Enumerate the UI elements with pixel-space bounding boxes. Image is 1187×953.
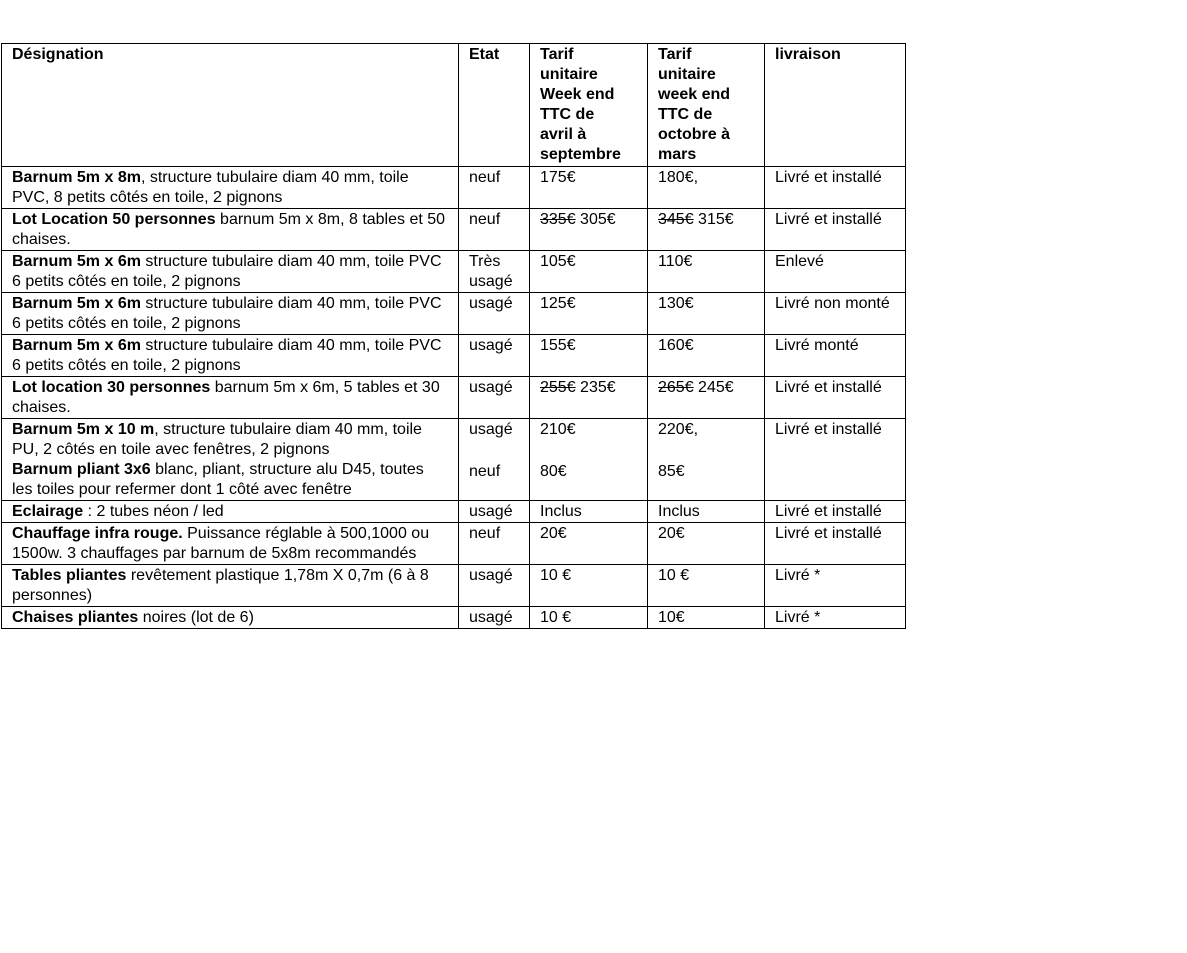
price-value: 220€,: [658, 421, 699, 438]
header-line: week end: [658, 86, 731, 103]
header-line: Tarif: [658, 46, 692, 63]
item-description: barnum 5m x 6m, 5 tables et 30 chaises.: [12, 379, 440, 416]
table-row: [2, 167, 906, 209]
item-name: Eclairage: [12, 503, 84, 520]
cell-etat: usagé: [459, 565, 530, 607]
cell-etat: usagé: [459, 377, 530, 419]
new-price: 235€: [575, 379, 616, 396]
cell-designation: [2, 251, 459, 293]
cell-tarif-ete: 10 €: [530, 607, 648, 629]
item-description: structure tubulaire diam 40 mm, toile PVC 6 petits côtés en toile, 2 pignons: [12, 253, 442, 290]
cell-tarif-hiver: 20€: [648, 523, 765, 565]
item-description: Puissance réglable à 500,1000 ou 1500w. 3 chauffages par barnum de 5x8m recommandés: [12, 525, 430, 562]
cell-tarif-hiver: [648, 377, 765, 419]
header-line: unitaire: [540, 66, 598, 83]
cell-livraison: Livré et installé: [765, 209, 906, 251]
table-row: [2, 209, 906, 251]
item-description: , structure tubulaire diam 40 mm, toile PVC, 8 petits côtés en toile, 2 pignons: [12, 169, 409, 206]
header-tarif-octobre-mars: [648, 44, 765, 167]
item-name: Barnum pliant 3x6: [12, 461, 151, 478]
old-price: 265€: [658, 379, 694, 396]
cell-livraison: Livré non monté: [765, 293, 906, 335]
table-row: [2, 523, 906, 565]
table-row: [2, 293, 906, 335]
item-description: revêtement plastique 1,78m X 0,7m (6 à 8 personnes): [12, 567, 429, 604]
cell-tarif-hiver: 160€: [648, 335, 765, 377]
etat-value: usagé: [469, 421, 513, 438]
new-price: 305€: [575, 211, 616, 228]
item-name: Chauffage infra rouge.: [12, 525, 183, 542]
header-line: mars: [658, 146, 697, 163]
cell-tarif-ete: Inclus: [530, 501, 648, 523]
price-value: 80€: [540, 463, 567, 480]
cell-tarif-ete: 155€: [530, 335, 648, 377]
cell-livraison: Livré et installé: [765, 501, 906, 523]
cell-tarif-hiver: 130€: [648, 293, 765, 335]
cell-etat: Très usagé: [459, 251, 530, 293]
header-tarif-avril-septembre: [530, 44, 648, 167]
cell-livraison: Enlevé: [765, 251, 906, 293]
old-price: 345€: [658, 211, 694, 228]
cell-tarif-hiver: 10€: [648, 607, 765, 629]
header-designation: Désignation: [2, 44, 459, 167]
item-name: Lot location 30 personnes: [12, 379, 211, 396]
price-value: 85€: [658, 463, 685, 480]
table-row: [2, 419, 906, 501]
item-name: Barnum 5m x 6m: [12, 337, 141, 354]
table-row: [2, 377, 906, 419]
header-livraison: livraison: [765, 44, 906, 167]
new-price: 315€: [693, 211, 734, 228]
item-description: structure tubulaire diam 40 mm, toile PVC 6 petits côtés en toile, 2 pignons: [12, 337, 442, 374]
header-line: TTC de: [540, 106, 595, 123]
item-block: [12, 460, 448, 500]
item-name: Barnum 5m x 6m: [12, 295, 141, 312]
cell-etat: usagé: [459, 335, 530, 377]
cell-designation: [2, 293, 459, 335]
cell-designation: [2, 607, 459, 629]
header-line: septembre: [540, 146, 621, 163]
cell-designation: [2, 501, 459, 523]
cell-tarif-ete: 125€: [530, 293, 648, 335]
cell-livraison: Livré et installé: [765, 377, 906, 419]
item-block: [12, 420, 448, 460]
item-description: barnum 5m x 8m, 8 tables et 50 chaises.: [12, 211, 446, 248]
cell-etat: neuf: [459, 523, 530, 565]
etat-value: neuf: [469, 463, 501, 480]
cell-etat: usagé: [459, 501, 530, 523]
cell-etat: usagé: [459, 293, 530, 335]
table-row: [2, 501, 906, 523]
cell-designation: [2, 335, 459, 377]
item-name: Barnum 5m x 10 m: [12, 421, 155, 438]
cell-designation: [2, 523, 459, 565]
item-description: , structure tubulaire diam 40 mm, toile PU, 2 côtés en toile avec fenêtres, 2 pignons: [12, 421, 422, 458]
header-line: avril à: [540, 126, 587, 143]
cell-etat: neuf: [459, 167, 530, 209]
cell-etat: [459, 419, 530, 501]
old-price: 255€: [540, 379, 576, 396]
cell-livraison: Livré monté: [765, 335, 906, 377]
cell-livraison: Livré et installé: [765, 167, 906, 209]
cell-tarif-ete: 105€: [530, 251, 648, 293]
cell-tarif-ete: 175€: [530, 167, 648, 209]
cell-etat: usagé: [459, 607, 530, 629]
cell-tarif-hiver: [648, 419, 765, 501]
header-row: [2, 44, 906, 167]
cell-tarif-hiver: 110€: [648, 251, 765, 293]
cell-designation: [2, 377, 459, 419]
cell-tarif-ete: [530, 419, 648, 501]
table-row: [2, 565, 906, 607]
cell-livraison: Livré et installé: [765, 523, 906, 565]
item-description: blanc, pliant, structure alu D45, toutes les toiles pour refermer dont 1 côté avec fenêtre: [12, 461, 424, 498]
cell-tarif-ete: 10 €: [530, 565, 648, 607]
table-row: [2, 335, 906, 377]
header-etat: Etat: [459, 44, 530, 167]
table-row: [2, 607, 906, 629]
cell-livraison: Livré *: [765, 607, 906, 629]
old-price: 335€: [540, 211, 576, 228]
cell-tarif-ete: [530, 209, 648, 251]
header-line: Tarif: [540, 46, 574, 63]
cell-livraison: Livré *: [765, 565, 906, 607]
cell-etat: neuf: [459, 209, 530, 251]
item-description: : 2 tubes néon / led: [83, 503, 224, 520]
item-description: structure tubulaire diam 40 mm, toile PVC 6 petits côtés en toile, 2 pignons: [12, 295, 442, 332]
cell-tarif-ete: 20€: [530, 523, 648, 565]
new-price: 245€: [693, 379, 734, 396]
cell-designation: [2, 565, 459, 607]
cell-tarif-hiver: 10 €: [648, 565, 765, 607]
item-name: Barnum 5m x 8m: [12, 169, 141, 186]
header-line: TTC de: [658, 106, 713, 123]
item-description: noires (lot de 6): [138, 609, 254, 626]
price-table: [1, 43, 906, 629]
cell-tarif-ete: [530, 377, 648, 419]
table-row: [2, 251, 906, 293]
cell-designation: [2, 167, 459, 209]
item-name: Barnum 5m x 6m: [12, 253, 141, 270]
item-name: Chaises pliantes: [12, 609, 139, 626]
cell-designation: [2, 419, 459, 501]
header-line: octobre à: [658, 126, 731, 143]
price-value: 210€: [540, 421, 576, 438]
item-name: Lot Location 50 personnes: [12, 211, 216, 228]
cell-tarif-hiver: Inclus: [648, 501, 765, 523]
item-name: Tables pliantes: [12, 567, 127, 584]
cell-livraison: Livré et installé: [765, 419, 906, 501]
cell-tarif-hiver: [648, 209, 765, 251]
header-line: Week end: [540, 86, 615, 103]
cell-designation: [2, 209, 459, 251]
cell-tarif-hiver: 180€,: [648, 167, 765, 209]
header-line: unitaire: [658, 66, 716, 83]
